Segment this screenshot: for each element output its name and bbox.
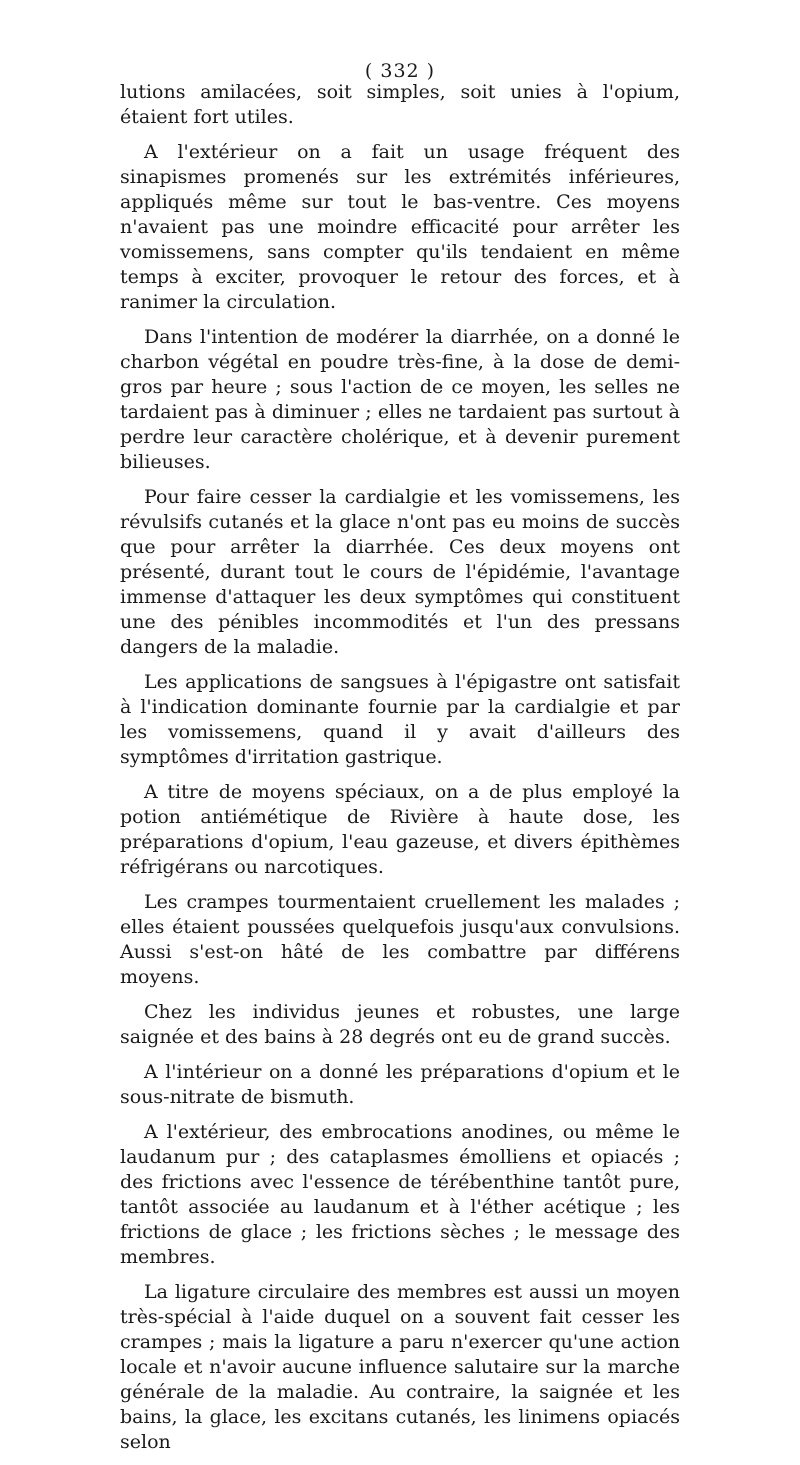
paragraph: Dans l'intention de modérer la diarrhée, on a donné le charbon végétal en poudre très-fine, à la dose de demi-gros par heure ; sous l'action de ce moyen, les selles ne tardaient pas à diminuer ; elles ne tardaient pas surtout à perdre leur caractère cholérique, et à devenir purement bilieuses. [120,326,680,473]
paragraph: A l'extérieur, des embrocations anodines, ou même le laudanum pur ; des cataplasmes émolliens et opiacés ; des frictions avec l'essence de térébenthine tantôt pure, tantôt associée au laudanum et à l'éther acétique ; les frictions de glace ; les frictions sèches ; le message des membres. [120,1121,680,1268]
body-text [120,80,680,1465]
paragraph: La ligature circulaire des membres est aussi un moyen très-spécial à l'aide duquel on a souvent fait cesser les crampes ; mais la ligature a paru n'exercer qu'une action locale et n'avoir aucune influence salutaire sur la marche générale de la maladie. Au contraire, la saignée et les bains, la glace, les excitans cutanés, les linimens opiacés selon [120,1281,680,1453]
paragraph: Pour faire cesser la cardialgie et les vomissemens, les révulsifs cutanés et la glace n'ont pas eu moins de succès que pour arrêter la diarrhée. Ces deux moyens ont présenté, durant tout le cours de l'épidémie, l'avantage immense d'attaquer les deux symptômes qui constituent une des pénibles incommodités et l'un des pressans dangers de la maladie. [120,486,680,658]
paragraph: Les applications de sangsues à l'épigastre ont satisfait à l'indication dominante fournie par la cardialgie et par les vomissemens, quand il y avait d'ailleurs des symptômes d'irritation gastrique. [120,671,680,768]
page-number: ( 332 ) [364,60,436,82]
paragraph: A l'intérieur on a donné les préparations d'opium et le sous-nitrate de bismuth. [120,1061,680,1108]
paragraph: Chez les individus jeunes et robustes, une large saignée et des bains à 28 degrés ont eu de grand succès. [120,1001,680,1048]
paragraph: lutions amilacées, soit simples, soit unies à l'opium, étaient fort utiles. [120,81,680,128]
paragraph: A titre de moyens spéciaux, on a de plus employé la potion antiémétique de Rivière à haute dose, les préparations d'opium, l'eau gazeuse, et divers épithèmes réfrigérans ou narcotiques. [120,781,680,878]
paragraph: Les crampes tourmentaient cruellement les malades ; elles étaient poussées quelquefois jusqu'aux convulsions. Aussi s'est-on hâté de les combattre par différens moyens. [120,891,680,988]
paragraph: A l'extérieur on a fait un usage fréquent des sinapismes promenés sur les extrémités inférieures, appliqués même sur tout le bas-ventre. Ces moyens n'avaient pas une moindre efficacité pour arrêter les vomissemens, sans compter qu'ils tendaient en même temps à exciter, provoquer le retour des forces, et à ranimer la circulation. [120,141,680,313]
